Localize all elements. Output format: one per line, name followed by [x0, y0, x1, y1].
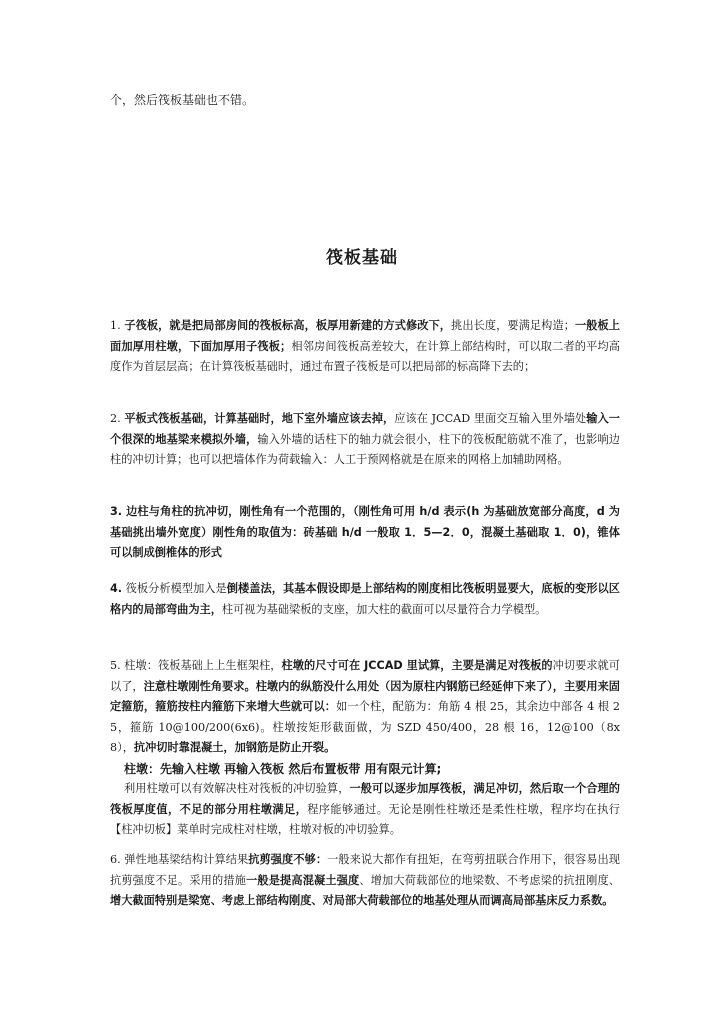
- p4-text-1: 筏板分析模型加入是: [125, 582, 227, 595]
- p2-bold-1: 平板式筏板基础，计算基础时，地下室外墙应该去掉，: [124, 412, 395, 425]
- paragraph-5: [110, 656, 620, 841]
- paragraph-3: [110, 502, 620, 564]
- p1-text-1: 挑出长度，要满足构造；: [451, 319, 575, 332]
- p1-bold-2: 一般板上面加厚用柱墩，下面加厚用子筏板；: [110, 319, 620, 353]
- p5-text-3: 如一个柱，配筋为：角筋 4 根 25，其余边中部各 4 根 25，箍筋 10@100/200(6x6)。柱墩按矩形截面做，为 SZD 450/400，28 根 16，12@100（8x8），: [110, 700, 620, 754]
- p2-number: 2.: [110, 412, 121, 425]
- p6-text-1: 6. 弹性地基梁结构计算结果: [110, 853, 249, 866]
- paragraph-2: [110, 409, 620, 471]
- p3-bold-1: 3. 边柱与角柱的抗冲切，刚性角有一个范围的，（刚性角可用 h/d 表示(h 为基础放宽部分高度，d 为基础挑出墙外宽度）刚性角的取值为：砖基础 h/d 一般取 1．5—2．0，混凝土基础取 1．0)，锥体可以制成倒椎体的形式: [110, 505, 620, 559]
- p5-block-2: [110, 779, 620, 841]
- p2-text-2: 输入外墙的话柱下的轴力就会很小，柱下的筏板配筋就不准了，也影响边柱的冲切计算；也可以把墙体作为荷载输入：人工于预网格就是在原来的网格上加辅助网格。: [110, 432, 620, 466]
- p6-text-3: 、增加大荷载部位的地梁数、不考虑梁的抗扭刚度、: [359, 873, 620, 887]
- p6-text-2: 一般来说大都作有扭矩，在弯剪扭联合作用下，很容易出现抗剪强度不足。采用的措施: [110, 853, 620, 887]
- intro-line: 个，然后筏板基础也不错。: [110, 93, 255, 107]
- p5-bold-4: 一般可以逐步加厚筏板，满足冲切，然后取一个合理的筏板厚度值，不足的部分用柱墩满足，: [110, 782, 620, 816]
- p5-block-1: [110, 656, 620, 759]
- p6-bold-3: 增大截面特别是梁宽、考虑上部结构刚度、对局部大荷载部位的地基处理从而调高局部基床反力系数。: [110, 894, 614, 907]
- p5-text-4: 利用柱墩可以有效解决柱对筏板的冲切验算，: [124, 782, 350, 795]
- p6-bold-1: 抗剪强度不够：: [248, 853, 328, 866]
- p6-bold-2: 一般是提高混凝土强度: [246, 873, 360, 887]
- page-title: 筏板基础: [326, 248, 398, 268]
- p4-text-2: 柱可视为基础梁板的支座，加大柱的截面可以尽量符合力学模型。: [221, 602, 547, 616]
- p5-subheading: 柱墩：先输入柱墩 再输入筏板 然后布置板带 用有限元计算;: [124, 761, 442, 776]
- paragraph-4: [110, 579, 620, 620]
- p5-text-5: 程序能够通过。无论是刚性柱墩还是柔性柱墩，程序均在执行【柱冲切板】菜单时完成柱对柱墩，柱墩对板的冲切验算。: [110, 802, 620, 836]
- p2-bold-2: 输入一个很深的地基梁来模拟外墙，: [110, 412, 620, 446]
- p5-bold-2: 注意柱墩刚性角要求。柱墩内的纵筋没什么用处（因为原柱内钢筋已经延伸下来了），主要用来固定箍筋，箍筋按柱内箍筋下来增大些就可以：: [110, 679, 620, 713]
- p5-bold-3: 抗冲切时靠混凝土，加钢筋是防止开裂。: [133, 741, 336, 754]
- paragraph-1: [110, 316, 620, 378]
- p5-bold-1: 柱墩的尺寸可在 JCCAD 里试算，主要是满足对筏板的: [281, 659, 553, 672]
- p5-text-1: 5. 柱墩：筏板基础上上生框架柱，: [110, 659, 282, 672]
- p4-bold-1: 倒楼盖法，其基本假设即是上部结构的刚度相比筏板明显要大，底板的变形以区格内的局部弯曲为主，: [110, 582, 620, 616]
- p1-number: 1.: [110, 319, 121, 332]
- p5-text-2: 冲切要求就可以了，: [110, 659, 620, 693]
- p2-text-1: 应该在 JCCAD 里面交互输入里外墙处: [394, 412, 587, 425]
- p4-number: 4.: [110, 582, 123, 595]
- paragraph-6: [110, 850, 620, 912]
- p1-text-2: 相邻房间筏板高差较大，在计算上部结构时，可以取二者的平均高度作为首层层高；在计算筏板基础时，通过布置子筏板是可以把局部的标高降下去的；: [110, 339, 620, 373]
- p1-bold-1: 子筏板，就是把局部房间的筏板标高，板厚用新建的方式修改下，: [124, 319, 452, 332]
